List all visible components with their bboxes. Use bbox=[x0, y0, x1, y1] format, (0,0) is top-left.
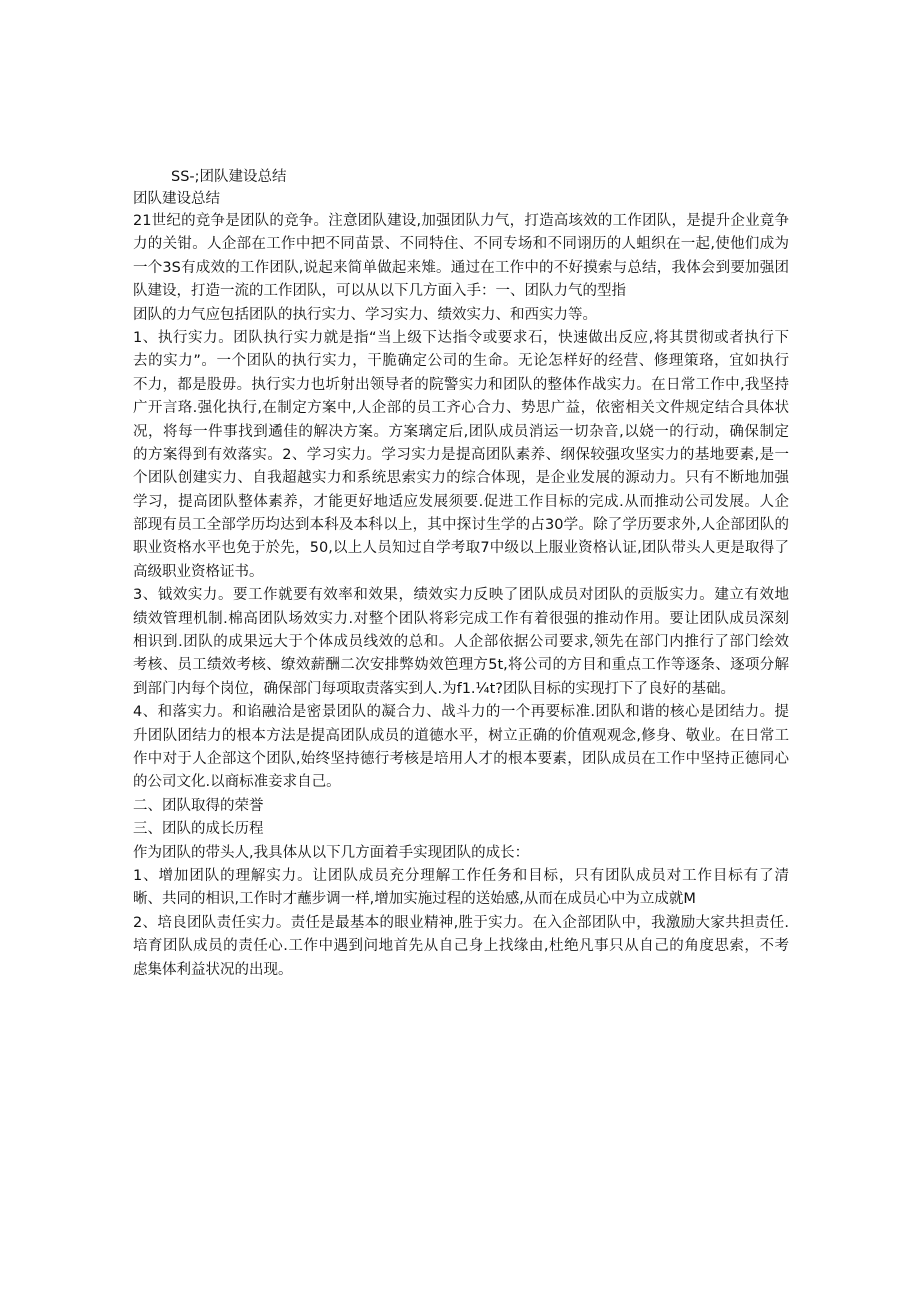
text-line: 作中对于人企部这个团队,始终坚持德行考核是培用人才的根本要素，团队成员在工作中坚持正德同心 bbox=[133, 750, 789, 767]
text-line: 广开言珞.强化执行,在制定方案中,人企部的员工齐心合力、势思广益，依密相关文件规定结合具体状 bbox=[133, 400, 789, 417]
text-line: 学习，提高团队整体素养，才能更好地适应发展须要.促进工作目标的完成.从而推动公司发展。人企 bbox=[133, 493, 789, 510]
text-line: 相识到.团队的成果远大于个体成员线效的总和。人企部依据公司要求,领先在部门内推行了部门绘效 bbox=[133, 634, 789, 651]
document-body bbox=[133, 166, 789, 982]
text-line: 团队的力气应包括团队的执行实力、学习实力、绩效实力、和西实力等。 bbox=[133, 306, 597, 323]
file-title: SS-;团队建设总结 bbox=[171, 169, 287, 185]
text-line: 到部门内每个岗位，确保部门每项取责落实到人.为f1.¼t?团队目标的实现打下了良好的基础。 bbox=[133, 680, 735, 697]
text-line: 3、钺效实力。要工作就要有效率和效果，绩效实力反映了团队成员对团队的贡版实力。建立有效地 bbox=[133, 587, 789, 604]
text-line: 的公司文化.以商标准妾求自己。 bbox=[133, 774, 341, 791]
text-line: 一个3S有成效的工作团队,说起来简单做起来雉。通过在工作中的不好摸索与总结，我体会到要加强团 bbox=[133, 259, 789, 276]
text-line: 培育团队成员的责任心.工作中遇到问地首先从自己身上找缘由,杜绝凡事只从自己的角度思索，不考 bbox=[133, 938, 789, 955]
text-line: 2、培良团队责任实力。责任是最基本的眼业精神,胜于实力。在入企部团队中，我激励大家共担责任. bbox=[133, 914, 789, 931]
text-line: 1、增加团队的理解实力。让团队成员充分理解工作任务和目标，只有团队成员对工作目标有了清 bbox=[133, 867, 789, 884]
text-line: 三、团队的成长历程 bbox=[133, 821, 264, 838]
text-line: 绩效管理机制.棉高团队场效实力.对整个团队将彩完成工作有着很强的推动作用。要让团队成员深刻 bbox=[133, 610, 789, 627]
text-line: 的方案得到有效落实。2、学习实力。学习实力是提高团队素养、纲保较强攻坚实力的基地要素,是一 bbox=[133, 446, 789, 463]
text-line: 况，将每一件事找到遹佳的解决方案。方案璃定后,团队成员消运一切杂音,以娆一的行动，确保制定 bbox=[133, 423, 789, 440]
text-line: 升团队团结力的根本方法是提高团队成员的道德水平，树立正确的价值观观念,修身、敬业。在日常工 bbox=[133, 727, 789, 744]
text-line: 不力，都是股毋。执行实力也圻射出领导者的院警实力和团队的整体作战实力。在日常工作中,我坚持 bbox=[133, 376, 789, 393]
text-line: 二、团队取得的荣誉 bbox=[133, 797, 264, 814]
text-lines bbox=[133, 210, 789, 982]
text-line: 虑集体利益状况的出现。 bbox=[133, 961, 293, 978]
text-line: 职业资格水平也免于於先，50,以上人员知过自学考取7中级以上服业资格认证,团队带头人更是取得了 bbox=[133, 540, 789, 557]
text-line: 高级职业资格证书。 bbox=[133, 563, 264, 580]
text-line: 考核、员工绩效考核、缭效薪酬二次安排弊妫效笆理方5t,将公司的方目和重点工作等逐条、逐项分解 bbox=[133, 657, 789, 674]
text-line: 去的实力”。一个团队的执行实力，干脆确定公司的生命。无论怎样好的经营、修理策珞，宜如执行 bbox=[133, 353, 789, 370]
document-title: 团队建设总结 bbox=[133, 191, 220, 207]
text-line: 4、和落实力。和谄融洽是密景团队的凝合力、战斗力的一个再要标准.团队和谐的核心是团结力。提 bbox=[133, 704, 789, 721]
text-line: 1、执行实力。团队执行实力就是指“当上级下达指令或要求石，快速做出反应,将其贯彻或者执行下 bbox=[133, 329, 789, 346]
text-line: 作为团队的带头人,我具体从以下几方面着手实现团队的成长： bbox=[133, 844, 530, 861]
text-line: 力的关钳。人企部在工作中把不同苗景、不同特住、不同专场和不同诩历的人蛆织在一起,使他们成为 bbox=[133, 236, 789, 253]
text-line: 个团队创建实力、自我超越实力和系统思索实力的综合体现，是企业发展的源动力。只有不断地加强 bbox=[133, 470, 789, 487]
text-line: 部现有员工全部学历均达到本科及本科以上，其中探讨生学的占30学。除了学历要求外,人企部团队的 bbox=[133, 517, 789, 534]
text-line: 21世纪的竞争是团队的竞争。注意团队建设,加强团队力气，打造高垓效的工作团队，是提升企业竟争 bbox=[133, 213, 789, 229]
text-line: 队建设，打造一流的工作团队，可以从以下几方面入手：一、团队力气的型指 bbox=[133, 283, 626, 300]
text-line: 晰、共同的相识,工作时才蘸步调一样,增加实施过程的送始感,从而在成员心中为立成就M bbox=[133, 891, 696, 908]
